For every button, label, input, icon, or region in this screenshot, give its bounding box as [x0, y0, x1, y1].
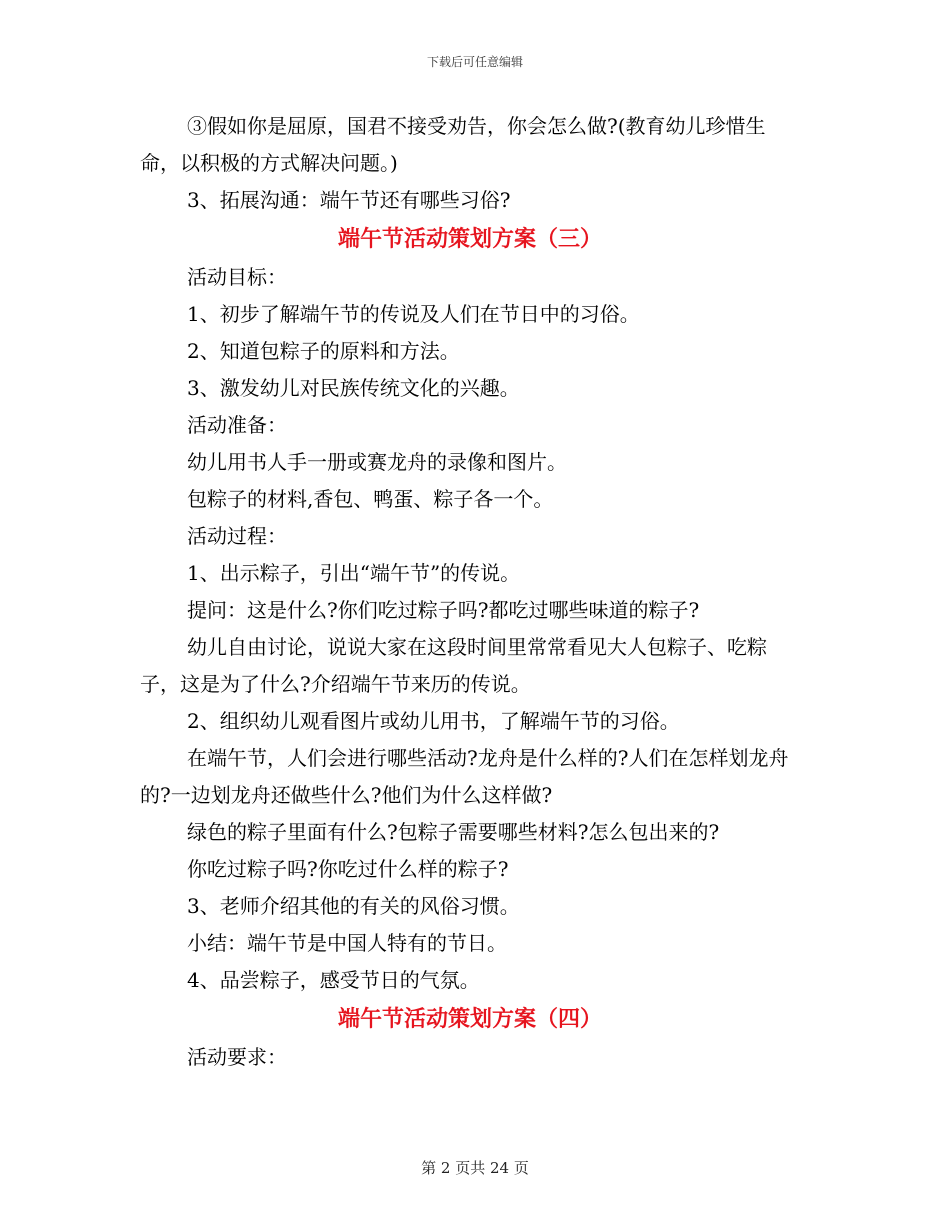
paragraph: 3、老师介绍其他的有关的风俗习惯。: [187, 894, 520, 918]
paragraph: 1、初步了解端午节的传说及人们在节日中的习俗。: [187, 302, 640, 326]
paragraph: 提问：这是什么?你们吃过粽子吗?都吃过哪些味道的粽子?: [187, 598, 700, 622]
page-header: 下载后可任意编辑: [426, 55, 523, 69]
paragraph: 活动要求：: [187, 1045, 287, 1069]
paragraph: 幼儿自由讨论，说说大家在这段时间里常常看见大人包粽子、吃粽子，这是为了什么?介绍端午节来历的传说。: [140, 635, 767, 696]
paragraph: ③假如你是屈原，国君不接受劝告，你会怎么做?(教育幼儿珍惜生命，以积极的方式解决问题。): [140, 114, 766, 175]
paragraph: 4、品尝粽子，感受节日的气氛。: [187, 968, 480, 992]
document-body: [140, 108, 800, 1076]
paragraph: 1、出示粽子，引出“端午节”的传说。: [187, 561, 521, 585]
paragraph: 你吃过粽子吗?你吃过什么样的粽子?: [187, 857, 509, 881]
paragraph: 2、知道包粽子的原料和方法。: [187, 339, 460, 363]
paragraph: 活动目标：: [187, 265, 287, 289]
section-heading: 端午节活动策划方案（三）: [337, 226, 602, 252]
paragraph: 在端午节，人们会进行哪些活动?龙舟是什么样的?人们在怎样划龙舟的?一边划龙舟还做些什么?他们为什么这样做?: [140, 746, 789, 807]
paragraph: 幼儿用书人手一册或赛龙舟的录像和图片。: [187, 450, 567, 474]
paragraph: 3、激发幼儿对民族传统文化的兴趣。: [187, 376, 520, 400]
paragraph: 绿色的粽子里面有什么?包粽子需要哪些材料?怎么包出来的?: [187, 820, 720, 844]
page-footer: 第 2 页共 24 页: [421, 1159, 529, 1177]
paragraph: 2、组织幼儿观看图片或幼儿用书，了解端午节的习俗。: [187, 709, 680, 733]
paragraph: 活动准备：: [187, 413, 287, 437]
paragraph: 小结：端午节是中国人特有的节日。: [187, 931, 507, 955]
paragraph: 3、拓展沟通：端午节还有哪些习俗?: [187, 188, 511, 212]
paragraph: 活动过程：: [187, 524, 287, 548]
paragraph: 包粽子的材料,香包、鸭蛋、粽子各一个。: [187, 487, 554, 511]
section-heading: 端午节活动策划方案（四）: [337, 1006, 602, 1032]
